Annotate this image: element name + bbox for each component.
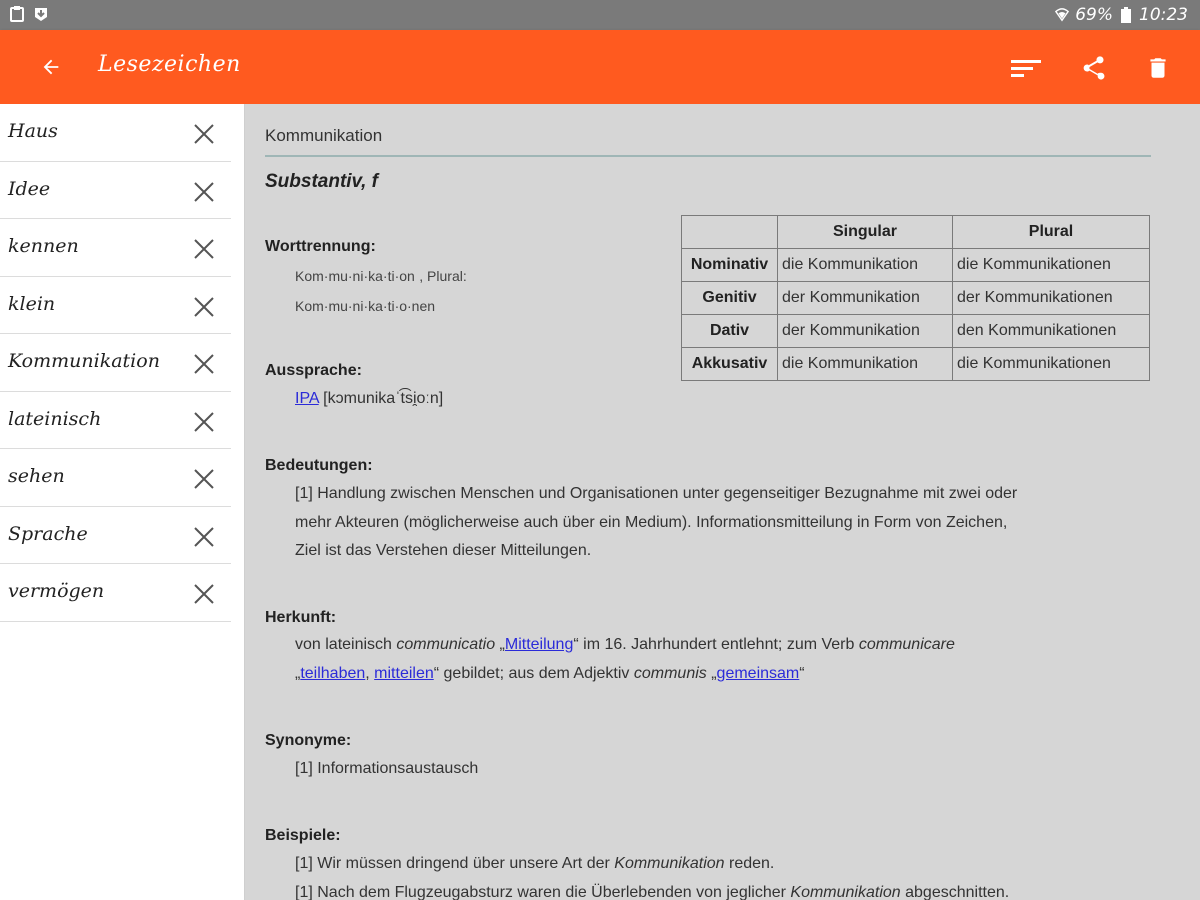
bookmark-label[interactable]: kennen — [8, 235, 79, 257]
section-title-bedeutungen: Bedeutungen: — [265, 457, 373, 474]
meaning-line: [1] Handlung zwischen Menschen und Organisationen unter gegenseitiger Bezugnahme mit zwei oder — [295, 485, 1018, 502]
table-row — [682, 315, 1150, 348]
case-label: Genitiv — [682, 282, 778, 315]
separator: , — [365, 664, 375, 682]
section-body-synonyme — [295, 755, 478, 784]
case-label: Akkusativ — [682, 348, 778, 381]
quote-mark: „ — [295, 664, 301, 682]
download-icon — [34, 6, 48, 22]
section-body-worttrennung — [295, 262, 467, 321]
etymology-text: “ im 16. Jahrhundert entlehnt; zum Verb — [573, 636, 859, 653]
table-header: Plural — [953, 216, 1150, 249]
entry-content[interactable] — [245, 104, 1200, 900]
example-line — [295, 879, 1175, 900]
list-item[interactable] — [0, 219, 231, 277]
section-title-synonyme: Synonyme: — [265, 732, 352, 749]
list-item[interactable] — [0, 392, 231, 450]
clock: 10:23 — [1139, 5, 1188, 25]
table-cell: den Kommunikationen — [953, 315, 1150, 348]
clipboard-icon — [10, 6, 24, 22]
status-bar — [0, 0, 1200, 30]
list-item[interactable] — [0, 449, 231, 507]
example-text: abgeschnitten. — [900, 883, 1010, 900]
divider — [265, 155, 1151, 157]
table-row — [682, 348, 1150, 381]
plural-label: , Plural: — [419, 268, 467, 284]
page-title: Lesezeichen — [98, 52, 241, 77]
table-header — [682, 216, 778, 249]
declension-table — [681, 215, 1150, 381]
entry-word: Kommunikation — [265, 126, 383, 145]
table-cell: der Kommunikationen — [953, 282, 1150, 315]
example-text: reden. — [724, 855, 775, 872]
back-button[interactable] — [36, 52, 66, 82]
close-icon[interactable] — [192, 180, 216, 204]
table-row — [682, 282, 1150, 315]
meaning-line: mehr Akteuren (möglicherweise auch über ein Medium). Informationsmitteilung in Form von Zeichen, — [295, 513, 1008, 531]
battery-icon — [1119, 7, 1133, 23]
section-body-aussprache — [295, 385, 443, 414]
example-text: [1] Wir müssen dringend über unsere Art der — [295, 855, 615, 872]
bookmark-label[interactable]: lateinisch — [8, 407, 102, 430]
part-of-speech: Substantiv, f — [265, 171, 378, 192]
etymology-term: communis — [633, 664, 707, 682]
close-icon[interactable] — [192, 582, 216, 606]
section-title-worttrennung: Worttrennung: — [265, 238, 376, 255]
synonym-line: [1] Informationsaustausch — [295, 760, 479, 777]
list-item[interactable] — [0, 104, 231, 162]
share-button[interactable] — [1077, 52, 1109, 84]
list-item[interactable] — [0, 277, 231, 335]
quote-mark: „ — [706, 664, 717, 682]
wifi-icon — [1055, 7, 1069, 23]
list-item[interactable] — [0, 334, 231, 392]
example-line — [295, 850, 1175, 879]
section-title-beispiele: Beispiele: — [265, 827, 341, 844]
close-icon[interactable] — [192, 467, 216, 491]
delete-button[interactable] — [1142, 52, 1174, 84]
app-bar — [0, 30, 1200, 104]
link-teilhaben[interactable]: teilhaben — [300, 664, 366, 682]
close-icon[interactable] — [192, 237, 216, 261]
battery-percent: 69% — [1075, 5, 1113, 25]
bookmark-label[interactable]: Sprache — [8, 522, 88, 545]
ipa-transcription: [kɔmunikaˈt͡si̯oːn] — [323, 390, 444, 407]
section-body-bedeutungen — [295, 480, 1175, 566]
etymology-term: communicare — [858, 636, 955, 653]
example-text: [1] Nach dem Flugzeugabsturz waren die Überlebenden von jeglicher — [295, 883, 791, 900]
close-icon[interactable] — [192, 410, 216, 434]
table-header: Singular — [778, 216, 953, 249]
link-mitteilung[interactable]: Mitteilung — [504, 636, 574, 653]
bookmark-label[interactable]: Haus — [8, 120, 58, 142]
list-item[interactable] — [0, 564, 231, 622]
table-cell: die Kommunikationen — [953, 249, 1150, 282]
etymology-term: communicatio — [396, 636, 496, 653]
table-cell: der Kommunikation — [778, 315, 953, 348]
sort-button[interactable] — [1010, 52, 1042, 84]
bookmark-label[interactable]: Idee — [8, 177, 51, 200]
bookmark-label[interactable]: vermögen — [8, 580, 105, 602]
quote-mark: „ — [495, 636, 505, 653]
case-label: Nominativ — [682, 249, 778, 282]
etymology-text: “ gebildet; aus dem Adjektiv — [433, 664, 634, 682]
table-cell: die Kommunikation — [778, 348, 953, 381]
etymology-text: von lateinisch — [295, 636, 397, 653]
table-cell: die Kommunikationen — [953, 348, 1150, 381]
example-term: Kommunikation — [614, 855, 725, 872]
section-title-herkunft: Herkunft: — [265, 609, 337, 626]
bookmark-label[interactable]: klein — [8, 292, 56, 315]
meaning-line: Ziel ist das Verstehen dieser Mitteilungen. — [295, 542, 592, 559]
table-cell: der Kommunikation — [778, 282, 953, 315]
bookmark-list — [0, 104, 245, 900]
link-mitteilen[interactable]: mitteilen — [374, 664, 434, 682]
arrow-left-icon — [40, 56, 62, 78]
example-term: Kommunikation — [790, 883, 901, 900]
close-icon[interactable] — [192, 122, 216, 146]
bookmark-label[interactable]: Kommunikation — [8, 350, 160, 372]
list-item[interactable] — [0, 507, 231, 565]
table-row — [682, 249, 1150, 282]
section-body-herkunft — [295, 631, 1175, 688]
section-body-beispiele — [295, 850, 1175, 900]
section-title-aussprache: Aussprache: — [265, 362, 362, 379]
table-cell: die Kommunikation — [778, 249, 953, 282]
trash-icon — [1145, 54, 1171, 82]
bookmark-label[interactable]: sehen — [8, 465, 65, 487]
case-label: Dativ — [682, 315, 778, 348]
sort-icon — [1011, 56, 1041, 80]
hyphenation-plural: Kom·mu·ni·ka·ti·o·nen — [295, 297, 436, 314]
close-icon[interactable] — [192, 525, 216, 549]
quote-mark: “ — [799, 664, 805, 682]
list-item[interactable] — [0, 162, 231, 220]
close-icon[interactable] — [192, 352, 216, 376]
ipa-link[interactable]: IPA — [295, 390, 319, 407]
share-icon — [1079, 54, 1107, 82]
link-gemeinsam[interactable]: gemeinsam — [716, 664, 800, 682]
hyphenation-singular: Kom·mu·ni·ka·ti·on — [295, 268, 415, 284]
close-icon[interactable] — [192, 295, 216, 319]
